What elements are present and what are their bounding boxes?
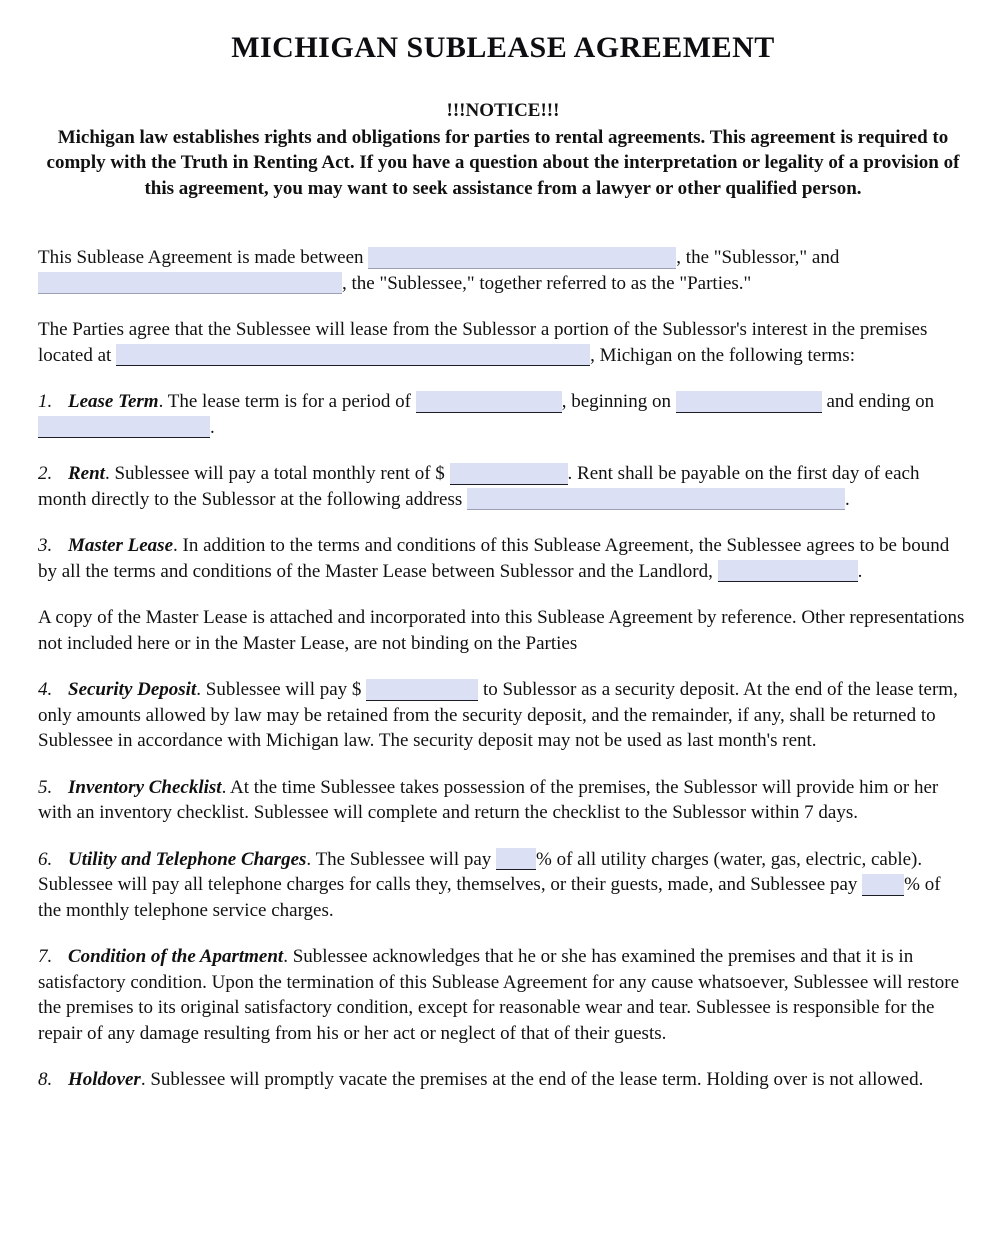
section-1-lease-term (38, 389, 968, 440)
section-2-text-3: . (845, 488, 850, 510)
section-1-text-2: , beginning on (561, 391, 676, 412)
section-6-heading: Utility and Telephone Charges (68, 848, 307, 870)
section-3-text-1: . In addition to the terms and conditions of this Sublease Agreement, the Sublessee agrees to be bound by all the terms and conditions of the Master Lease between Sublessor and the Landlord, (38, 535, 950, 582)
rent-payment-address-field[interactable] (467, 488, 845, 510)
premises-paragraph (38, 317, 968, 368)
section-4-text-1: . Sublessee will pay $ (196, 679, 367, 700)
lease-period-field[interactable] (416, 391, 562, 413)
premises-text-2: , Michigan on the following terms: (590, 344, 855, 366)
monthly-rent-field[interactable] (450, 463, 568, 485)
master-lease-note-paragraph: A copy of the Master Lease is attached and incorporated into this Sublease Agreement by reference. Other representations not included here or in the Master Lease, are not binding on the Parties (38, 607, 965, 654)
landlord-name-field[interactable] (718, 560, 858, 582)
document-title: MICHIGAN SUBLEASE AGREEMENT (231, 31, 775, 64)
section-4-heading: Security Deposit (68, 679, 197, 700)
security-deposit-field[interactable] (366, 679, 478, 701)
section-2-heading: Rent (68, 463, 105, 484)
intro-paragraph (38, 245, 968, 296)
notice-heading: !!!NOTICE!!! (446, 100, 560, 121)
lease-end-date-field[interactable] (38, 416, 210, 438)
section-7-number: 7. (38, 946, 53, 967)
section-8-text-1: . Sublessee will promptly vacate the premises at the end of the lease term. Holding over is not allowed. (140, 1069, 924, 1090)
section-3-number: 3. (38, 535, 53, 556)
section-2-text-1: . Sublessee will pay a total monthly rent of $ (104, 463, 450, 484)
notice-body: Michigan law establishes rights and obligations for parties to rental agreements. This agreement is required to comply with the Truth in Renting Act. If you have a question about the interpretation or legality of a provision of this agreement, you may want to seek assistance from a lawyer or other qualified person. (46, 126, 960, 199)
section-3-master-lease (38, 533, 968, 584)
section-5-text-1: . At the time Sublessee takes possession of the premises, the Sublessor will provide him or her with an inventory checklist. Sublessee will complete and return the checklist to the Sublessor within 7 days. (38, 776, 939, 823)
section-7-text-1: . Sublessee acknowledges that he or she has examined the premises and that it is in satisfactory condition. Upon the termination of this Sublease Agreement for any cause whatsoever, Sublessee will restore the premises to its original satisfactory condition, except for reasonable wear and tear. Sublessee is responsible for the repair of any damage resulting from his or her act or neglect of that of their guests. (38, 946, 960, 1044)
section-6-number: 6. (38, 848, 53, 870)
section-2-text-2: . Rent shall be payable on the first day of each month directly to the Sublessor at the following address (38, 463, 920, 510)
section-8-number: 8. (38, 1069, 53, 1090)
section-6-text-3: % of the monthly telephone service charges. (38, 874, 941, 921)
section-2-number: 2. (38, 463, 53, 484)
section-4-security-deposit (38, 677, 968, 754)
section-1-text-3: and ending on (821, 391, 935, 412)
section-1-text-4: . (210, 416, 215, 438)
section-3-text-2: . (857, 560, 863, 582)
section-3-heading: Master Lease (68, 535, 174, 556)
section-6-text-1: . The Sublessee will pay (306, 848, 497, 870)
section-8-holdover (38, 1067, 968, 1093)
section-7-heading: Condition of the Apartment (68, 946, 284, 967)
section-5-number: 5. (38, 776, 53, 798)
section-4-text-2: to Sublessor as a security deposit. At the end of the lease term, only amounts allowed by law may be retained from the security deposit, and the remainder, if any, shall be returned to Sublessee in accordance with Michigan law. The security deposit may not be used as last month's rent. (38, 679, 958, 751)
section-7-condition-of-apartment (38, 944, 968, 1046)
section-6-text-2: % of all utility charges (water, gas, electric, cable). Sublessee will pay all telephone charges for calls they, themselves, or their guests, made, and Sublessee pay (38, 848, 923, 895)
section-2-rent (38, 461, 968, 512)
premises-text-1: The Parties agree that the Sublessee will lease from the Sublessor a portion of the Sublessor's interest in the premises located at (38, 319, 928, 366)
section-4-number: 4. (38, 679, 53, 700)
section-6-utility-telephone-charges (38, 847, 968, 924)
section-8-heading: Holdover (68, 1069, 141, 1090)
premises-address-field[interactable] (116, 344, 590, 366)
section-5-heading: Inventory Checklist (68, 776, 222, 798)
intro-text-1: This Sublease Agreement is made between (38, 247, 369, 268)
telephone-percent-field[interactable] (862, 874, 904, 896)
sublessee-name-field[interactable] (38, 272, 342, 294)
section-1-text-1: . The lease term is for a period of (158, 391, 416, 412)
intro-text-3: , the "Sublessee," together referred to as the "Parties." (342, 272, 752, 294)
section-1-heading: Lease Term (68, 391, 159, 412)
intro-text-2: , the "Sublessor," and (676, 247, 840, 268)
section-1-number: 1. (38, 391, 53, 412)
section-5-inventory-checklist (38, 775, 968, 826)
lease-begin-date-field[interactable] (676, 391, 822, 413)
sublessor-name-field[interactable] (368, 247, 676, 269)
utility-percent-field[interactable] (496, 848, 536, 870)
